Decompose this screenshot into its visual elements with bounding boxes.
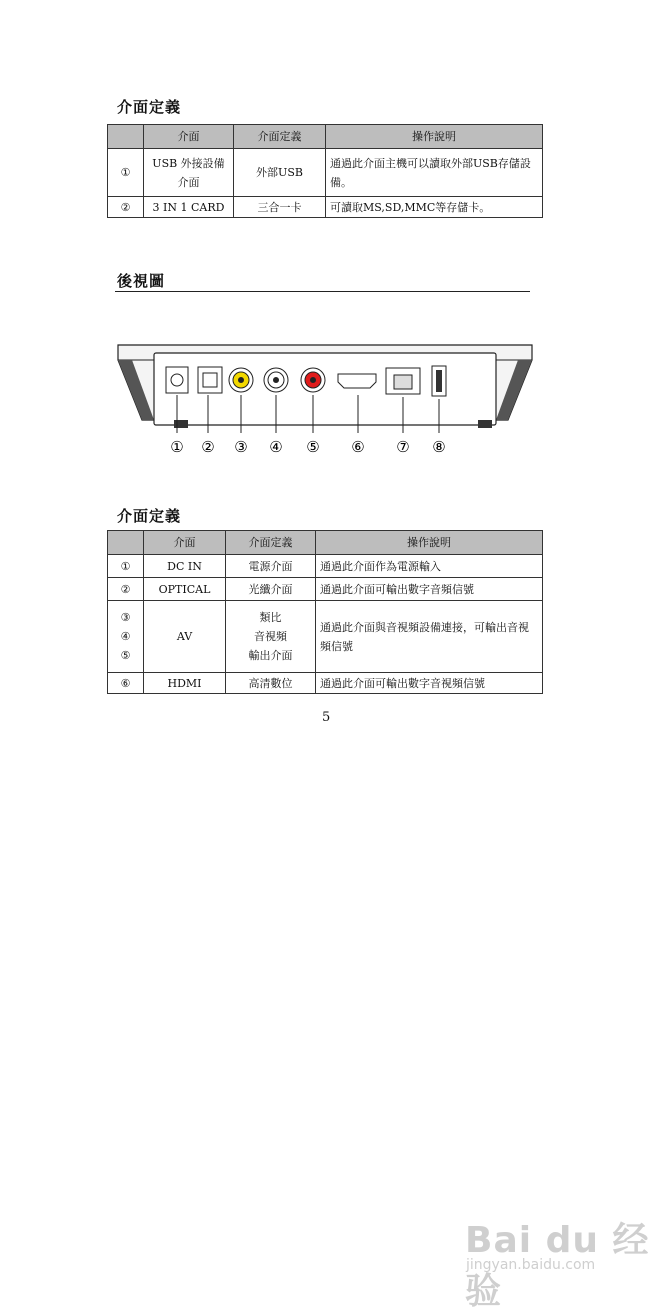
lan-jack xyxy=(394,375,412,389)
right-foot xyxy=(478,420,492,428)
row-description: 通過此介面與音視頻設備連接，可輸出音視頻信號 xyxy=(316,601,543,673)
row-description: 通過此介面主機可以讀取外部USB存儲設備。 xyxy=(326,149,543,197)
rear-interface-table xyxy=(107,530,543,694)
header-num xyxy=(108,125,144,149)
row-interface: AV xyxy=(144,601,226,673)
header-num xyxy=(108,531,144,555)
header-description: 操作說明 xyxy=(326,125,543,149)
header-interface: 介面 xyxy=(144,531,226,555)
callout-8: ⑧ xyxy=(432,438,446,456)
row-definition: 高清數位 xyxy=(226,673,316,694)
row-interface: DC IN xyxy=(144,555,226,578)
header-description: 操作說明 xyxy=(316,531,543,555)
row-num: ⑥ xyxy=(108,673,144,694)
row-description: 通過此介面可輸出數字音視頻信號 xyxy=(316,673,543,694)
table-row xyxy=(108,673,543,694)
callout-6: ⑥ xyxy=(351,438,365,456)
row-num: ③ xyxy=(120,611,131,624)
white-rca-pin xyxy=(273,377,279,383)
rear-view-title: 後視圖 xyxy=(117,272,166,290)
row-description: 通過此介面可輸出數字音頻信號 xyxy=(316,578,543,601)
baidu-watermark-url: jingyan.baidu.com xyxy=(466,1257,596,1273)
row-description: 通過此介面作為電源輸入 xyxy=(316,555,543,578)
row-definition: 光纖介面 xyxy=(226,578,316,601)
row-num: ② xyxy=(108,197,144,218)
callout-3: ③ xyxy=(234,438,248,456)
row-description: 可讀取MS,SD,MMC等存儲卡。 xyxy=(326,197,543,218)
row-num: ④ xyxy=(120,630,131,643)
row-interface: 3 IN 1 CARD xyxy=(144,197,234,218)
optical-port xyxy=(198,367,222,393)
header-definition: 介面定義 xyxy=(234,125,326,149)
baidu-watermark-logo: Bai du 经验 xyxy=(465,1220,650,1312)
callout-1: ① xyxy=(170,438,184,456)
title-underline xyxy=(115,291,530,292)
section-1-title: 介面定義 xyxy=(117,98,182,116)
row-num: ⑤ xyxy=(120,649,131,662)
table-row xyxy=(108,601,543,673)
row-definition-group xyxy=(226,601,316,673)
callout-2: ② xyxy=(201,438,215,456)
table-header-row xyxy=(108,125,543,149)
table-row xyxy=(108,197,543,218)
header-interface: 介面 xyxy=(144,125,234,149)
hdmi-port xyxy=(338,374,376,388)
row-definition-line: 輸出介面 xyxy=(248,649,293,662)
yellow-rca-pin xyxy=(238,377,244,383)
row-definition: 三合一卡 xyxy=(234,197,326,218)
table-row xyxy=(108,149,543,197)
row-interface: OPTICAL xyxy=(144,578,226,601)
callout-7: ⑦ xyxy=(396,438,410,456)
left-foot xyxy=(174,420,188,428)
table-row xyxy=(108,578,543,601)
usb-slot xyxy=(436,370,442,392)
row-definition: 外部USB xyxy=(234,149,326,197)
callout-4: ④ xyxy=(269,438,283,456)
row-interface: USB 外接設備介面 xyxy=(144,149,234,197)
rear-panel-diagram xyxy=(110,335,540,460)
callout-5: ⑤ xyxy=(306,438,320,456)
row-interface: HDMI xyxy=(144,673,226,694)
table-row xyxy=(108,555,543,578)
dc-in-jack xyxy=(171,374,183,386)
table-header-row xyxy=(108,531,543,555)
red-rca-pin xyxy=(310,377,316,383)
page-number: 5 xyxy=(322,710,331,725)
row-num-group xyxy=(108,601,144,673)
row-definition: 電源介面 xyxy=(226,555,316,578)
row-definition-line: 音視頻 xyxy=(254,630,287,643)
row-num: ① xyxy=(108,149,144,197)
section-3-title: 介面定義 xyxy=(117,507,182,525)
row-definition-line: 類比 xyxy=(259,611,282,624)
row-num: ① xyxy=(108,555,144,578)
header-definition: 介面定義 xyxy=(226,531,316,555)
row-num: ② xyxy=(108,578,144,601)
usb-interface-table xyxy=(107,124,543,218)
